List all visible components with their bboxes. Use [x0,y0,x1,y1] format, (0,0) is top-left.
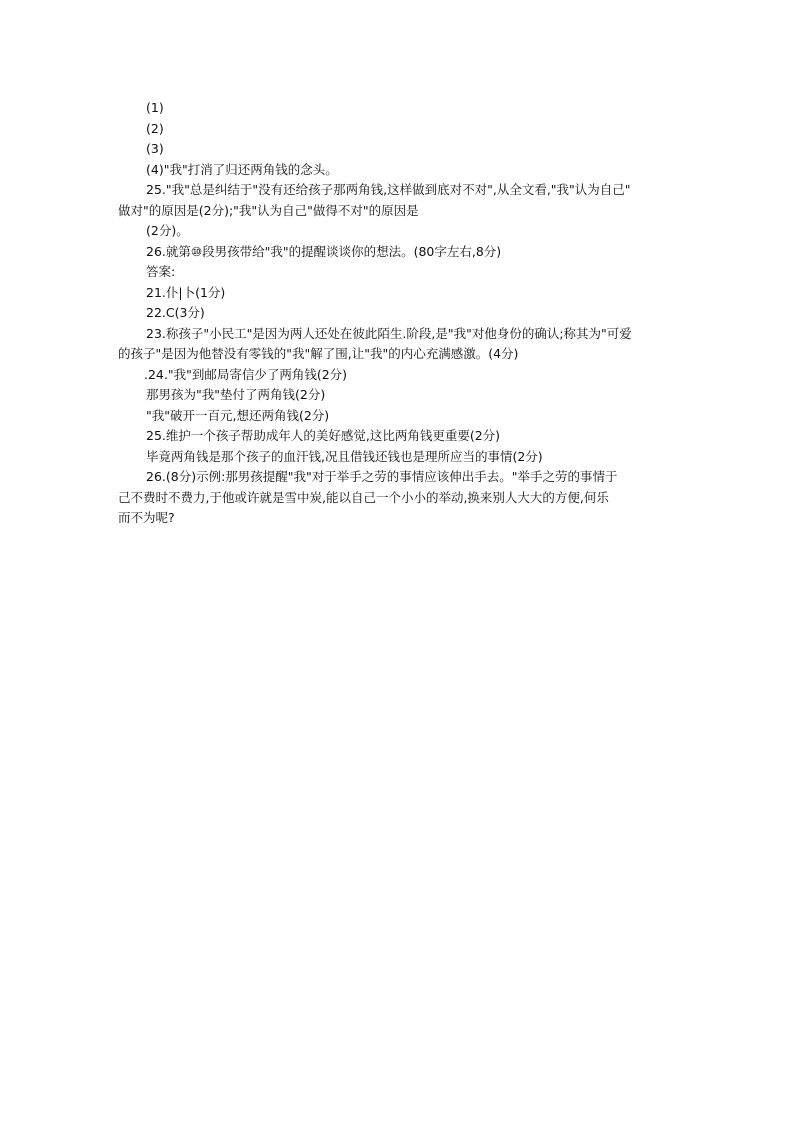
document-body [118,98,684,529]
answer-26-line-2: 己不费时不费力,于他或许就是雪中炭,能以自己一个小小的举动,换来别人大大的方便,何乐 [118,489,609,505]
answer-25-line-1: 25.维护一个孩子帮助成年人的美好感觉,这比两角钱更重要(2分) [146,428,501,443]
answer-26-line-3: 而不为呢? [118,510,175,525]
answer-25-line-2: 毕竟两角钱是那个孩子的血汗钱,况且借钱还钱也是理所应当的事情(2分) [146,448,543,464]
question-25-line-2: 做对"的原因是(2分);"我"认为自己"做得不对"的原因是 [118,202,419,218]
question-number-3: (3) [146,141,164,156]
question-25-line-1: 25."我"总是纠结于"没有还给孩子那两角钱,这样做到底对不对",从全文看,"我"认为自己" [146,182,631,197]
question-26: 26.就第⑩段男孩带给"我"的提醒谈谈你的想法。(80字左右,8分) [146,243,502,259]
answer-22: 22.C(3分) [146,305,205,320]
answer-heading: 答案: [146,264,176,279]
answer-23-line-1: 23.称孩子"小民工"是因为两人还处在彼此陌生.阶段,是"我"对他身份的确认;称其为"可爱 [146,325,632,341]
answer-21: 21.仆|卜(1分) [146,284,226,300]
answer-26-line-1: 26.(8分)示例:那男孩提醒"我"对于举手之劳的事情应该伸出手去。"举手之劳的事情于 [146,469,618,484]
question-number-2: (2) [146,120,164,136]
question-25-line-3: (2分)。 [146,223,189,238]
answer-23-line-2: 的孩子"是因为他替没有零钱的"我"解了围,让"我"的内心充满感激。(4分) [118,346,519,361]
question-number-4: (4)"我"打消了归还两角钱的念头。 [146,161,338,177]
answer-24-line-2: 那男孩为"我"垫付了两角钱(2分) [146,387,326,402]
answer-24-line-1: .24."我"到邮局寄信少了两角钱(2分) [144,366,348,382]
answer-24-line-3: "我"破开一百元,想还两角钱(2分) [146,407,330,423]
question-number-1: (1) [146,100,164,115]
